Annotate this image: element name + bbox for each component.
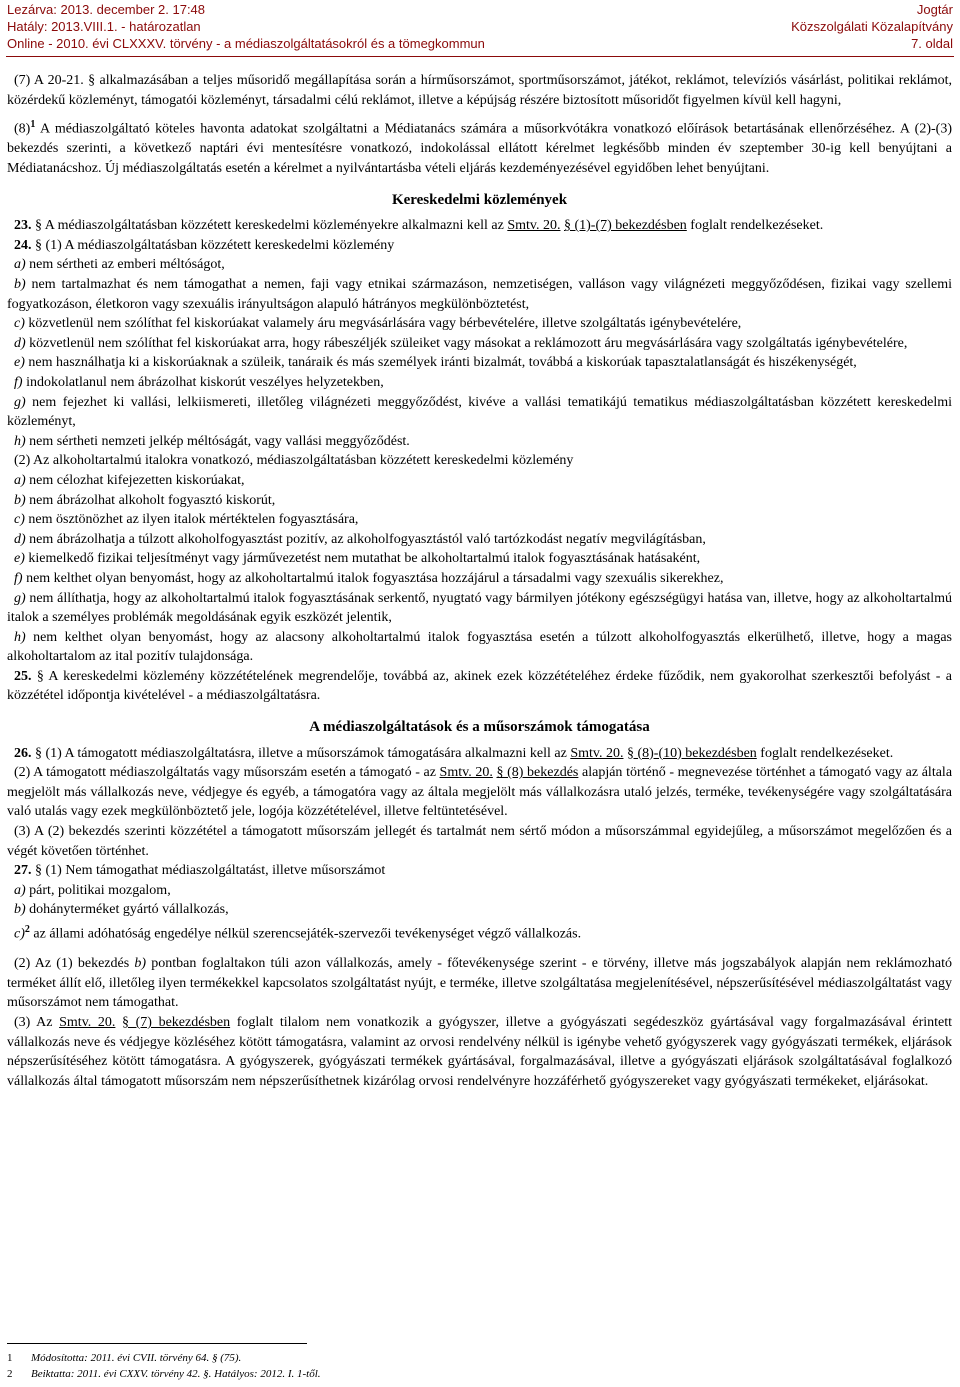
link-smtv-20[interactable]: Smtv. 20. bbox=[59, 1015, 116, 1031]
section-heading-sponsorship: A médiaszolgáltatások és a műsorszámok támogatása bbox=[309, 719, 650, 736]
item-letter: h) bbox=[14, 629, 26, 645]
item-letter: d) bbox=[14, 531, 26, 547]
section-27-number: 27. bbox=[14, 863, 32, 879]
list-item bbox=[7, 491, 952, 511]
item-letter: f) bbox=[14, 374, 23, 390]
list-item bbox=[7, 334, 952, 354]
item-letter: f) bbox=[14, 570, 23, 586]
section-27-2-tail: pontban foglaltakon túli azon vállalkozás, amely - főtevékenysége szerint - e törvény, illetve más jogszabályok alapján nem reklámozható terméket állít elő, illetőleg ilyen termékekkel kapcsolatos szolgáltatást nyújt, e terméke, illetve szolgáltatása megjelenítésével, népszerűsítésével médiaszolgáltatást vagy műsorszámot nem támogathat. bbox=[7, 956, 952, 1011]
section-24-text: § (1) A médiaszolgáltatásban közzétett kereskedelmi közlemény bbox=[35, 237, 395, 253]
list-item bbox=[7, 275, 952, 314]
link-smtv-20-8[interactable]: § (8) bekezdés bbox=[496, 765, 579, 781]
page-header bbox=[0, 0, 960, 60]
paragraph-8-number: (8) bbox=[14, 121, 31, 137]
header-right bbox=[791, 1, 953, 52]
header-organization: Közszolgálati Közalapítvány bbox=[791, 19, 953, 34]
item-letter: e) bbox=[14, 551, 25, 567]
section-27-3-text: (3) Az bbox=[14, 1015, 53, 1031]
item-letter-ref: b) bbox=[134, 956, 147, 972]
list-item bbox=[7, 589, 952, 628]
item-text: párt, politikai mozgalom, bbox=[29, 882, 171, 898]
item-letter: b) bbox=[14, 492, 26, 508]
header-left bbox=[7, 1, 485, 52]
header-validity: Hatály: 2013.VIII.1. - határozatlan bbox=[7, 19, 201, 34]
section-23-tail: foglalt rendelkezéseket. bbox=[690, 218, 824, 234]
section-25-text: § A kereskedelmi közlemény közzétételének megrendelője, továbbá az, akinek ezek közzétételéhez érdeke fűződik, nem gyakorolhat szerkesztői befolyást - a közzététel időpontja kivételével - a médiaszolgáltatásra. bbox=[7, 668, 952, 704]
item-text: nem tartalmazhat és nem támogathat a nemen, faji vagy etnikai származáson, nemzetiségen, valláson vagy világnézeti meggyőződésen, fizikai vagy szellemi fogyatkozáson, életkoron vagy szexuális irányultságon alapuló hátrányos megkülönböztetést, bbox=[7, 277, 952, 312]
footnote-ref-1[interactable]: 1 bbox=[30, 119, 36, 131]
item-letter: a) bbox=[14, 472, 26, 488]
section-23-number: 23. bbox=[14, 218, 32, 234]
paragraph-8-obligation: A médiaszolgáltató köteles havonta adatokat szolgáltatni a Médiatanács számára a műsorkvótákra vonatkozó előírások betartásának ellenőrzéséhez. bbox=[40, 121, 896, 137]
item-letter: e) bbox=[14, 355, 25, 371]
list-item bbox=[7, 432, 952, 452]
section-27-text: § (1) Nem támogathat médiaszolgáltatást, illetve műsorszámot bbox=[35, 863, 386, 879]
section-26-2-text: (2) A támogatott médiaszolgáltatás vagy műsorszám esetén a támogató - az bbox=[14, 765, 436, 781]
section-26-3: (3) A (2) bekezdés szerinti közzététel a támogatott műsorszám jellegét és tartalmát nem sértő módon a műsorszámmal egyidejűleg, a műsorszámot megelőzően és a végét követően történhet. bbox=[7, 824, 952, 859]
item-text: nem ábrázolhat alkoholt fogyasztó kiskorút, bbox=[29, 492, 276, 508]
section-25 bbox=[7, 667, 952, 706]
footnote-1 bbox=[7, 1350, 952, 1366]
item-text: az állami adóhatóság engedélye nélkül szerencsejáték-szervezői tevékenységet végző vállalkozás. bbox=[33, 926, 582, 942]
item-text: nem célozhat kifejezetten kiskorúakat, bbox=[29, 472, 245, 488]
header-divider bbox=[6, 56, 954, 57]
header-page-number: 7. oldal bbox=[911, 36, 953, 51]
item-text: nem állíthatja, hogy az alkoholtartalmú italok fogyasztásának serkentő, nyugtató vagy bármilyen jótékony egészségügyi hatása van, illetve, hogy az alkoholtartalmú italok a személyes problémák megoldásának egyik eszközét jelentik, bbox=[7, 590, 953, 626]
item-letter: c) bbox=[14, 926, 25, 942]
section-24-2-intro: (2) Az alkoholtartalmú italokra vonatkozó, médiaszolgáltatásban közzétett kereskedelmi közlemény bbox=[14, 453, 574, 469]
section-24-number: 24. bbox=[14, 237, 32, 253]
document-body bbox=[7, 71, 952, 1091]
paragraph-8-rest: A (2)-(3) bekezdés szerinti, a következő naptári évi mentesítésre vonatkozó, indokolással ellátott kérelmet legkésőbb minden év szeptember 30-ig kell benyújtani a Médiatanácshoz. Új médiaszolgáltatás esetén a kérelmet a nyilvántartásba vételi eljárás kezdeményezésével egyidőben lehet benyújtani. bbox=[7, 121, 952, 177]
link-smtv-20[interactable]: Smtv. 20. bbox=[507, 218, 561, 234]
section-26-1-tail: foglalt rendelkezéseket. bbox=[760, 745, 894, 761]
paragraph-8 bbox=[7, 115, 952, 178]
section-26-number: 26. bbox=[14, 745, 32, 761]
spacer bbox=[7, 944, 952, 954]
item-text: nem kelthet olyan benyomást, hogy az alacsony alkoholtartalmú italok fogyasztása esetén a túlzott alkoholfogyasztás elkerülhető, illetve, hogy a magas alkoholtartalom az ital pozitív tulajdonsága. bbox=[7, 629, 952, 665]
list-item bbox=[7, 549, 952, 569]
item-text: nem sértheti az emberi méltóságot, bbox=[29, 257, 225, 273]
item-text: közvetlenül nem szólíthat fel kiskorúakat arra, hogy rábeszéljék szüleiket vagy másokat a reklámozott áru megvásárlására vagy szolgáltatás igénybevételére, bbox=[29, 335, 908, 351]
list-item bbox=[7, 900, 952, 920]
list-item bbox=[7, 471, 952, 491]
section-26-2 bbox=[7, 763, 952, 822]
list-item bbox=[7, 530, 952, 550]
list-item bbox=[7, 255, 952, 275]
item-letter: g) bbox=[14, 590, 26, 606]
link-smtv-20[interactable]: Smtv. 20. bbox=[439, 765, 493, 781]
item-letter: d) bbox=[14, 335, 26, 351]
item-text: közvetlenül nem szólíthat fel kiskorúakat valamely áru megvásárlására vagy bérbevételére, illetve szolgáltatás igénybevételére, bbox=[28, 316, 742, 332]
item-letter: b) bbox=[14, 277, 26, 292]
section-26-1-text: § (1) A támogatott médiaszolgáltatásra, illetve a műsorszámok támogatására alkalmazni kell az bbox=[35, 745, 567, 761]
footnote-divider bbox=[7, 1343, 307, 1344]
footnote-ref-2[interactable]: 2 bbox=[24, 924, 30, 935]
item-text: nem ösztönözhet az ilyen italok mértéktelen fogyasztására, bbox=[28, 512, 359, 528]
item-letter: h) bbox=[14, 433, 26, 449]
section-27-3 bbox=[7, 1013, 952, 1091]
section-27-3-tail: foglalt tilalom nem vonatkozik a gyógyszer, illetve a gyógyászati segédeszköz gyártásával vagy forgalmazásával érintett vállalkozás neve és védjegye közléséhez kötött támogatásra, valamint az orvosi rendelvény nélkül is igénybe vehető gyógyszerek vagy gyógyászati termékek, eljárások népszerűsítéséhez kötött támogatásra. A gyógyszerek, gyógyászati termékek gyártásával, forgalmazásával, illetve a gyógyászati eljárások szolgáltatásával foglalkozó vállalkozás által támogatott műsorszám nem népszerűsíthetnek kizárólag orvosi rendelvényre hozzáférhető gyógyszereket vagy gyógyászati termékeket, eljárásokat. bbox=[7, 1015, 953, 1089]
footnotes bbox=[7, 1343, 952, 1382]
section-23-text: § A médiaszolgáltatásban közzétett kereskedelmi közleményekre alkalmazni kell az bbox=[35, 218, 504, 234]
item-text: nem sértheti nemzeti jelkép méltóságát, vagy vallási meggyőződést. bbox=[29, 433, 410, 449]
item-text: indokolatlanul nem ábrázolhat kiskorút veszélyes helyzetekben, bbox=[26, 374, 384, 390]
item-letter: a) bbox=[14, 257, 26, 273]
section-24-2-list bbox=[7, 471, 952, 667]
paragraph-7: (7) A 20-21. § alkalmazásában a teljes műsoridő megállapítása során a hírműsorszámot, sportműsorszámot, játékot, reklámot, televíziós vásárlást, politikai reklámot, közérdekű közleményt, támogatói közleményt, társadalmi célú reklámot, illetve a képújság részére biztosított műsoridőt figyelmen kívül kell hagyni, bbox=[7, 73, 952, 108]
list-item bbox=[7, 569, 952, 589]
link-smtv-20-8-10[interactable]: § (8)-(10) bekezdésben bbox=[626, 745, 757, 761]
section-27-2-text: (2) Az (1) bekezdés bbox=[14, 956, 130, 972]
item-text: kiemelkedő fizikai teljesítményt vagy járművezetést nem mutathat be alkoholtartalmú italok fogyasztásának hatásaként, bbox=[28, 551, 701, 567]
item-letter: c) bbox=[14, 316, 25, 332]
footnote-text: Módosította: 2011. évi CVII. törvény 64. § (75). bbox=[31, 1352, 242, 1364]
list-item bbox=[7, 373, 952, 393]
header-online-title: Online - 2010. évi CLXXXV. törvény - a médiaszolgáltatásokról és a tömegkommun bbox=[7, 36, 485, 51]
item-letter: b) bbox=[14, 902, 26, 918]
list-item bbox=[7, 314, 952, 334]
section-26-1 bbox=[7, 744, 952, 764]
section-26-2-tail: alapján történő - megnevezése történhet a támogató vagy az általa megjelölt más vállalkozás neve, védjegye és egyéb, a támogatóra vagy az általa megjelölt más vállalkozásra utaló jelzés, terméke, tevékenységére vagy szolgáltatására való utalás vagy ezek megkülönböztető jele, logója közzétételével, illetve feltüntetésével. bbox=[7, 765, 953, 820]
item-letter: g) bbox=[14, 394, 26, 410]
footnote-text: Beiktatta: 2011. évi CXXV. törvény 42. §. Hatályos: 2012. I. 1-től. bbox=[31, 1368, 321, 1380]
item-letter: c) bbox=[14, 512, 25, 528]
footnote-number: 2 bbox=[7, 1368, 13, 1380]
section-24-1-list bbox=[7, 255, 952, 451]
footnote-number: 1 bbox=[7, 1352, 13, 1364]
header-closed-date: Lezárva: 2013. december 2. 17:48 bbox=[7, 2, 206, 17]
item-letter: a) bbox=[14, 882, 26, 898]
item-text: nem használhatja ki a kiskorúaknak a szüleik, tanáraik és más személyek iránti bizalmát, továbbá a kiskorúak tapasztalatlanságát és hiszékenységét, bbox=[28, 355, 857, 371]
item-text: nem fejezhet ki vallási, lelkiismereti, illetőleg világnézeti meggyőződést, kivéve a vallási tematikájú tematikus médiaszolgáltatásban közzétett kereskedelmi közleményt, bbox=[7, 394, 953, 430]
list-item bbox=[7, 353, 952, 373]
section-25-number: 25. bbox=[14, 668, 32, 684]
header-brand: Jogtár bbox=[916, 2, 953, 17]
list-item bbox=[7, 510, 952, 530]
item-text: nem ábrázolhatja a túlzott alkoholfogyasztást pozitív, az alkoholfogyasztástól való tartózkodást negatív megvilágításban, bbox=[29, 531, 706, 547]
list-item bbox=[7, 393, 952, 432]
section-27-intro bbox=[7, 861, 952, 881]
section-heading-commercial: Kereskedelmi közlemények bbox=[391, 191, 568, 208]
item-text: dohányterméket gyártó vállalkozás, bbox=[29, 902, 229, 918]
footnote-2 bbox=[7, 1366, 952, 1382]
link-smtv-20[interactable]: Smtv. 20. bbox=[570, 745, 624, 761]
section-24-intro bbox=[7, 236, 952, 256]
item-text: nem kelthet olyan benyomást, hogy az alkoholtartalmú italok fogyasztása hozzájárul a társadalmi vagy szexuális sikerekhez, bbox=[26, 570, 724, 586]
list-item bbox=[7, 920, 952, 944]
list-item bbox=[7, 628, 952, 667]
section-27-2 bbox=[7, 954, 952, 1013]
link-smtv-20-1-7[interactable]: § (1)-(7) bekezdésben bbox=[563, 218, 687, 234]
link-smtv-20-7[interactable]: § (7) bekezdésben bbox=[122, 1015, 231, 1031]
section-23 bbox=[7, 216, 952, 236]
list-item bbox=[7, 881, 952, 901]
